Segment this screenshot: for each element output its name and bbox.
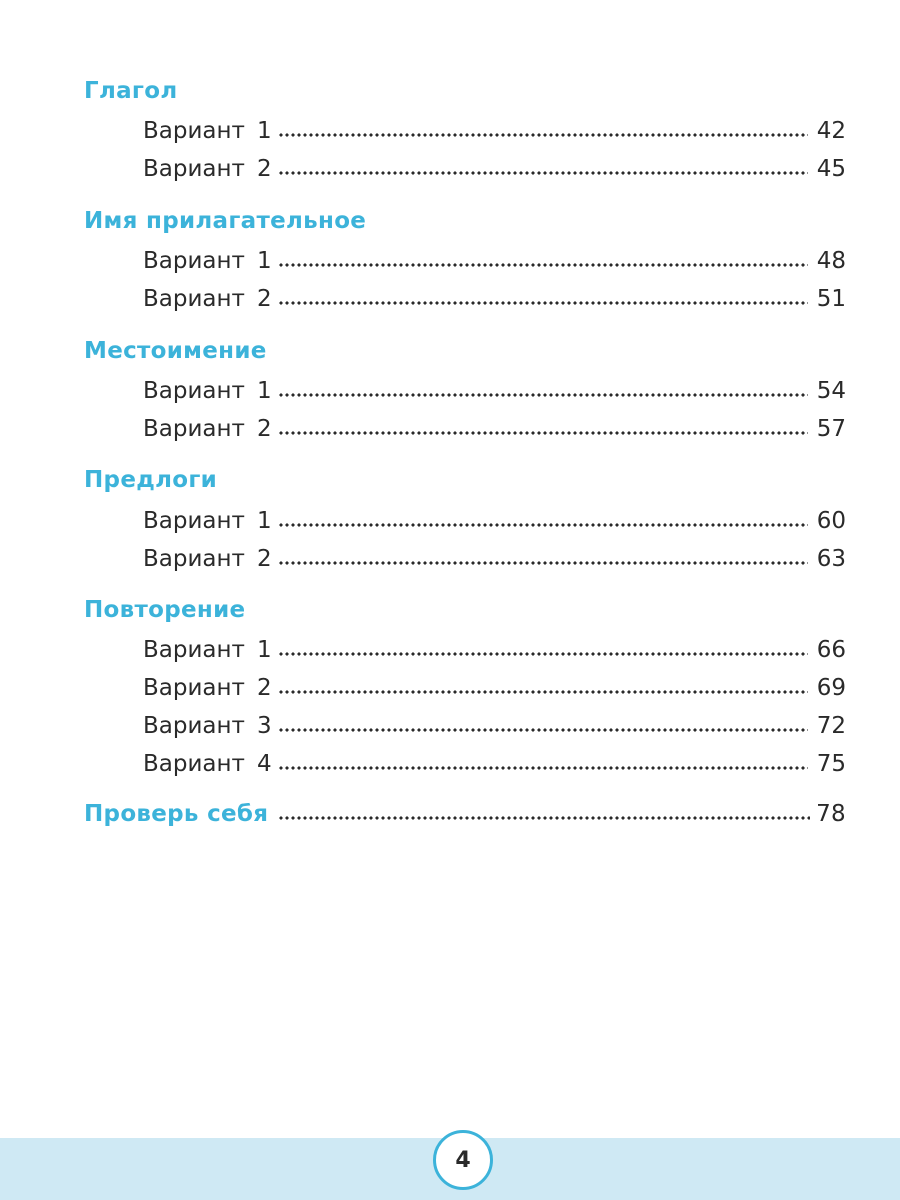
dot-leader — [278, 728, 808, 732]
section-title-adjective: Имя прилагательное — [84, 208, 367, 234]
entry-label: Вариант — [143, 546, 245, 572]
dot-leader — [278, 561, 808, 565]
section-title-review: Повторение — [84, 597, 246, 623]
entry-label: Вариант — [143, 156, 245, 182]
entry-label: Вариант — [143, 713, 245, 739]
entry-page-number: 60 — [816, 508, 846, 534]
entry-variant-number: 2 — [256, 286, 272, 312]
entry-page-number: 57 — [816, 416, 846, 442]
toc-entry-self-check[interactable] — [84, 801, 846, 827]
toc-entry-prepositions-2[interactable] — [143, 546, 846, 572]
entry-variant-number: 4 — [256, 751, 272, 777]
entry-variant-number: 2 — [256, 156, 272, 182]
toc-entry-review-3[interactable] — [143, 713, 846, 739]
entry-label: Вариант — [143, 637, 245, 663]
dot-leader — [278, 816, 810, 820]
entry-label: Вариант — [143, 378, 245, 404]
dot-leader — [278, 301, 808, 305]
entry-page-number: 75 — [816, 751, 846, 777]
dot-leader — [278, 431, 808, 435]
entry-page-number: 69 — [816, 675, 846, 701]
entry-page-number: 42 — [816, 118, 846, 144]
entry-label: Вариант — [143, 286, 245, 312]
toc-entry-verb-2[interactable] — [143, 156, 846, 182]
toc-entry-review-2[interactable] — [143, 675, 846, 701]
section-title-prepositions: Предлоги — [84, 467, 218, 493]
entry-label: Вариант — [143, 118, 245, 144]
dot-leader — [278, 652, 808, 656]
entry-label: Вариант — [143, 248, 245, 274]
entry-variant-number: 1 — [256, 248, 272, 274]
entry-page-number: 78 — [816, 801, 846, 827]
toc-entry-pronoun-1[interactable] — [143, 378, 846, 404]
entry-page-number: 63 — [816, 546, 846, 572]
entry-page-number: 72 — [816, 713, 846, 739]
section-title-verb: Глагол — [84, 78, 178, 104]
entry-variant-number: 1 — [256, 637, 272, 663]
entry-variant-number: 2 — [256, 675, 272, 701]
entry-page-number: 66 — [816, 637, 846, 663]
toc-entry-adjective-1[interactable] — [143, 248, 846, 274]
entry-variant-number: 1 — [256, 508, 272, 534]
dot-leader — [278, 133, 808, 137]
dot-leader — [278, 690, 808, 694]
entry-variant-number: 1 — [256, 378, 272, 404]
dot-leader — [278, 766, 808, 770]
dot-leader — [278, 171, 808, 175]
entry-variant-number: 2 — [256, 416, 272, 442]
toc-entry-verb-1[interactable] — [143, 118, 846, 144]
page-number-badge: 4 — [433, 1130, 493, 1190]
entry-variant-number: 3 — [256, 713, 272, 739]
toc-entry-prepositions-1[interactable] — [143, 508, 846, 534]
toc-entry-review-4[interactable] — [143, 751, 846, 777]
entry-page-number: 48 — [816, 248, 846, 274]
entry-label: Вариант — [143, 416, 245, 442]
entry-label: Вариант — [143, 751, 245, 777]
dot-leader — [278, 523, 808, 527]
toc-entry-pronoun-2[interactable] — [143, 416, 846, 442]
entry-variant-number: 2 — [256, 546, 272, 572]
entry-label: Вариант — [143, 508, 245, 534]
entry-page-number: 54 — [816, 378, 846, 404]
section-title-self-check: Проверь себя — [84, 801, 269, 827]
toc-entry-adjective-2[interactable] — [143, 286, 846, 312]
dot-leader — [278, 263, 808, 267]
entry-page-number: 45 — [816, 156, 846, 182]
toc-entry-review-1[interactable] — [143, 637, 846, 663]
entry-variant-number: 1 — [256, 118, 272, 144]
dot-leader — [278, 393, 808, 397]
entry-page-number: 51 — [816, 286, 846, 312]
section-title-pronoun: Местоимение — [84, 338, 267, 364]
entry-label: Вариант — [143, 675, 245, 701]
